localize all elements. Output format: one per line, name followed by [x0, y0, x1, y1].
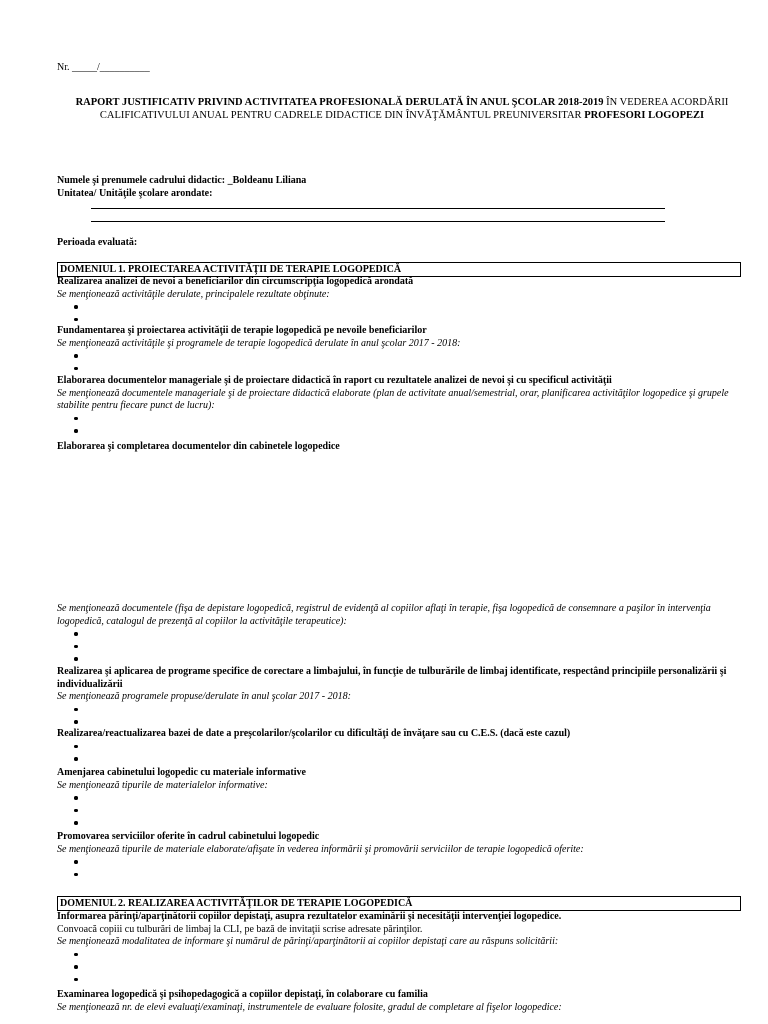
section-hint: Se menţionează activităţile şi programele de terapie logopedică derulate în anul şcolar 2017 - 2018: — [57, 337, 461, 349]
bullet-list — [57, 413, 747, 438]
list-item — [57, 741, 747, 754]
list-item — [57, 653, 747, 666]
d1-section-1 — [57, 276, 747, 326]
section-heading: Elaborarea şi completarea documentelor din cabinetele logopedice — [57, 441, 340, 452]
domain-2-title: DOMENIUL 2. REALIZAREA ACTIVITĂŢILOR DE TERAPIE LOGOPEDICĂ — [57, 896, 741, 911]
section-hint: Se menţionează tipurile de materiale elaborate/afişate în vederea informării şi promovării serviciilor de terapie logopedică oferite: — [57, 843, 584, 855]
section-hint: Se menţionează documentele (fişa de depistare logopedică, registrul de evidenţă al copiilor aflaţi în terapie, fişa logopedică de consemnare a paşilor în intervenţia logopedică, catalogul de prezenţă al copiilor la activităţile terapeutice): — [57, 603, 711, 627]
d1-section-8 — [57, 831, 747, 881]
list-item — [57, 413, 747, 426]
school-units: Unitatea/ Unităţile şcolare arondate: — [57, 188, 213, 199]
section-heading: Examinarea logopedică şi psihopedagogică a copiilor depistaţi, în colaborare cu familia — [57, 989, 428, 1000]
list-item — [57, 805, 747, 818]
domain-1-title: DOMENIUL 1. PROIECTAREA ACTIVITĂŢII DE TERAPIE LOGOPEDICĂ — [57, 262, 741, 277]
section-heading: Realizarea/reactualizarea bazei de date a preşcolarilor/şcolarilor cu dificultăţi de învăţare sau cu C.E.S. (dacă este cazul) — [57, 728, 571, 739]
d1-section-2 — [57, 325, 747, 375]
bullet-list — [57, 628, 747, 666]
list-item — [57, 961, 747, 974]
teacher-name: Numele şi prenumele cadrului didactic: _Boldeanu Liliana — [57, 175, 307, 186]
list-item — [57, 949, 747, 962]
list-item — [57, 792, 747, 805]
bullet-list — [57, 704, 747, 729]
fill-line-1 — [91, 208, 665, 209]
list-item — [57, 704, 747, 717]
section-heading: Fundamentarea şi proiectarea activităţii de terapie logopedică pe nevoile beneficiarilor — [57, 325, 427, 336]
bullet-list — [57, 350, 747, 375]
section-heading: Elaborarea documentelor manageriale şi de proiectare didactică în raport cu rezultatele analizei de nevoi şi cu specificul activităţii — [57, 375, 612, 386]
list-item — [57, 817, 747, 830]
list-item — [57, 628, 747, 641]
section-hint: Se menţionează documentele manageriale şi de proiectare didactică elaborate (plan de activitate anual/semestrial, orar, planificarea activităţilor logopedice şi grupele stabilite pentru fiecare punct de lucru): — [57, 387, 729, 411]
list-item — [57, 363, 747, 376]
d1-section-4-body — [57, 603, 747, 666]
document-title — [57, 97, 747, 122]
list-item — [57, 301, 747, 314]
list-item — [57, 869, 747, 882]
section-hint: Se menţionează modalitatea de informare şi numărul de părinţi/aparţinătorii ai copiilor depistaţi care au răspuns solicitării: — [57, 936, 559, 947]
title-continuation: ÎN VEDEREA ACORDĂRII CALIFICATIVULUI ANUAL PENTRU CADRELE DIDACTICE DIN ÎNVĂŢĂMÂNTUL PREUNIVERSITAR — [99, 97, 729, 121]
list-item — [57, 716, 747, 729]
d1-section-5 — [57, 666, 747, 729]
bullet-list — [57, 949, 747, 987]
d1-section-7 — [57, 767, 747, 830]
bullet-list — [57, 856, 747, 881]
fill-line-2 — [91, 221, 665, 222]
document-number: Nr. _____/__________ — [57, 62, 150, 73]
bullet-list — [57, 301, 747, 326]
list-item — [57, 350, 747, 363]
section-heading: Realizarea analizei de nevoi a beneficiarilor din circumscripţia logopedică arondată — [57, 276, 414, 287]
list-item — [57, 856, 747, 869]
title-main: RAPORT JUSTIFICATIV PRIVIND ACTIVITATEA PROFESIONALĂ DERULATĂ ÎN ANUL ŞCOLAR 2018-2019 — [75, 97, 604, 108]
section-hint: Se menţionează tipurile de materialelor informative: — [57, 779, 268, 791]
d1-section-4-heading — [57, 441, 747, 454]
section-heading: Realizarea şi aplicarea de programe specifice de corectare a limbajului, în funcţie de tulburările de limbaj identificate, respectând principiile personalizării şi individualizării — [57, 666, 727, 690]
list-item — [57, 753, 747, 766]
list-item — [57, 425, 747, 438]
section-heading: Promovarea serviciilor oferite în cadrul cabinetului logopedic — [57, 831, 320, 842]
d2-section-2 — [57, 989, 747, 1014]
d1-section-6 — [57, 728, 747, 766]
list-item — [57, 641, 747, 654]
d1-section-3 — [57, 375, 747, 438]
section-text: Convoacă copiii cu tulburări de limbaj la CLI, pe bază de invitaţii scrise adresate părinţilor. — [57, 923, 423, 935]
bullet-list — [57, 741, 747, 766]
teacher-info — [57, 175, 747, 201]
section-heading: Amenjarea cabinetului logopedic cu materiale informative — [57, 767, 306, 778]
title-profession: PROFESORI LOGOPEZI — [584, 109, 705, 121]
d2-section-1 — [57, 911, 747, 986]
list-item — [57, 974, 747, 987]
section-hint: Se menţionează activităţile derulate, principalele rezultate obţinute: — [57, 288, 330, 300]
section-hint: Se menţionează nr. de elevi evaluaţi/examinaţi, instrumentele de evaluare folosite, gradul de completare al fişelor logopedice: — [57, 1001, 562, 1013]
evaluation-period: Perioada evaluată: — [57, 237, 138, 248]
section-heading: Informarea părinţi/aparţinătorii copiilor depistaţi, asupra rezultatelor examinării şi necesităţii intervenţiei logopedice. — [57, 911, 562, 922]
section-hint: Se menţionează programele propuse/derulate în anul şcolar 2017 - 2018: — [57, 691, 351, 702]
bullet-list — [57, 792, 747, 830]
